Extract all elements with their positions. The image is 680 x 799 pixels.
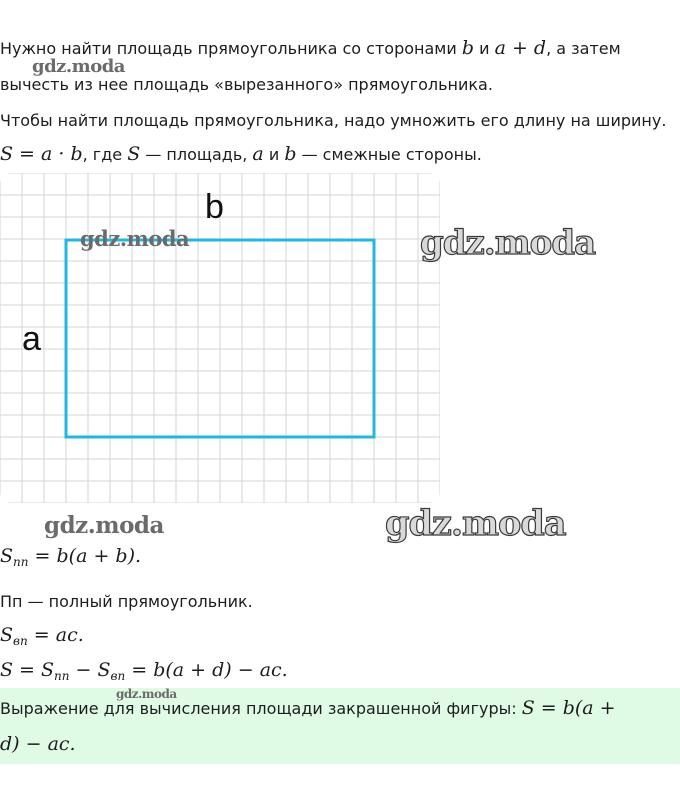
watermark: gdz.moda xyxy=(80,226,190,251)
answer-line1 xyxy=(0,697,616,720)
answer-formula-2: d) − ac. xyxy=(0,733,76,755)
var-b: b xyxy=(461,37,474,59)
watermark: gdz.moda xyxy=(420,223,596,263)
label-b: b xyxy=(205,188,224,226)
watermark: gdz.moda xyxy=(32,56,125,77)
grid-svg xyxy=(0,173,440,503)
var-a: a xyxy=(252,143,264,165)
answer-box xyxy=(0,688,680,764)
f2-sub: вп xyxy=(13,634,28,648)
var-S: S xyxy=(127,143,141,165)
para1-and: и xyxy=(474,39,495,58)
and-text: и xyxy=(263,145,285,164)
formula-3 xyxy=(0,659,288,687)
formula-1 xyxy=(0,545,141,573)
f1-sub: пп xyxy=(13,555,29,569)
pp-text: Пп — полный прямоугольник. xyxy=(0,592,253,611)
watermark: gdz.moda xyxy=(116,687,177,701)
tail-text: — смежные стороны. xyxy=(296,145,482,164)
formula-2 xyxy=(0,624,84,652)
f3-sub1: пп xyxy=(54,669,70,683)
watermark: gdz.moda xyxy=(385,503,566,544)
answer-formula-1: S = b(a + xyxy=(521,697,616,719)
para1-line2: вычесть из нее площадь «вырезанного» прямоугольника. xyxy=(0,75,493,94)
answer-text: Выражение для вычисления площади закрашенной фигуры: xyxy=(0,699,522,718)
f1-rest: = b(a + b). xyxy=(28,545,142,567)
expr-a-plus-d: a + d xyxy=(494,37,547,59)
where-text: , где xyxy=(82,145,128,164)
f3-c: = b(a + d) − ac. xyxy=(125,659,288,681)
grid-figure xyxy=(0,173,440,503)
para1-prefix: Нужно найти площадь прямоугольника со сторонами xyxy=(0,39,462,58)
para1-suffix: , а затем xyxy=(546,39,621,58)
f3-sub2: вп xyxy=(110,669,126,683)
f3-a: S = S xyxy=(0,659,55,681)
watermark: gdz.moda xyxy=(44,512,164,539)
label-a: a xyxy=(22,320,41,358)
area-formula: S = a · b xyxy=(0,143,83,165)
f2-rest: = ac. xyxy=(27,624,84,646)
dash-area: — площадь, xyxy=(140,145,253,164)
f3-b: − S xyxy=(69,659,111,681)
f1-S: S xyxy=(0,545,14,567)
var-b2: b xyxy=(284,143,297,165)
para2-line2 xyxy=(0,143,482,166)
answer-line2 xyxy=(0,733,76,756)
para2-line1: Чтобы найти площадь прямоугольника, надо умножить его длину на ширину. xyxy=(0,111,667,130)
f2-S: S xyxy=(0,624,14,646)
